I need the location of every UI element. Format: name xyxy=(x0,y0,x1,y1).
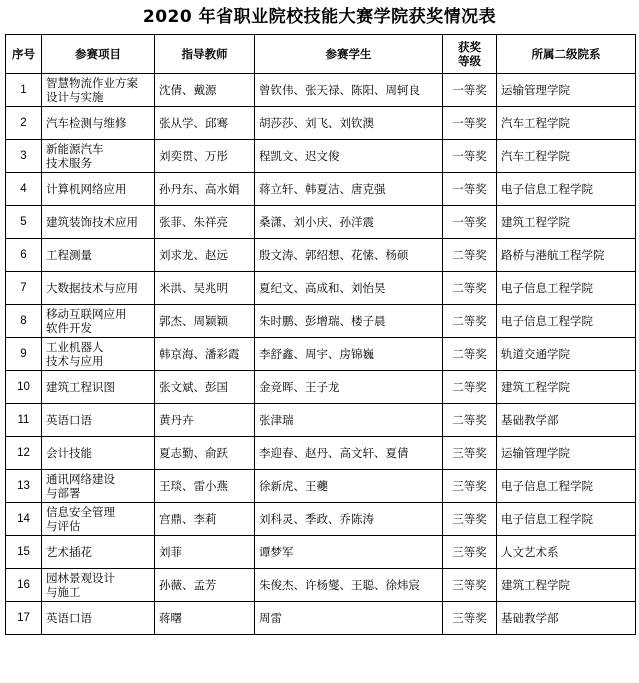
cell-teacher: 刘奕贯、万彤 xyxy=(155,140,255,173)
cell-project xyxy=(42,173,155,206)
cell-department: 电子信息工程学院 xyxy=(497,470,636,503)
cell-project-line: 通讯网络建设 xyxy=(46,472,115,486)
table-row xyxy=(6,338,636,371)
cell-project xyxy=(42,206,155,239)
cell-department: 路桥与港航工程学院 xyxy=(497,239,636,272)
cell-teacher: 韩京海、潘彩霞 xyxy=(155,338,255,371)
cell-no: 14 xyxy=(6,503,42,536)
cell-department: 人文艺术系 xyxy=(497,536,636,569)
table-row xyxy=(6,437,636,470)
header-dept: 所属二级院系 xyxy=(497,35,636,74)
cell-students: 谭梦军 xyxy=(255,536,443,569)
cell-students: 朱俊杰、许杨燮、王聪、徐炜宸 xyxy=(255,569,443,602)
cell-department: 汽车工程学院 xyxy=(497,107,636,140)
header-level-line2: 等级 xyxy=(458,54,481,68)
cell-award-level: 三等奖 xyxy=(443,602,497,635)
cell-project-line: 工程测量 xyxy=(46,248,92,262)
cell-project xyxy=(42,239,155,272)
header-level-line1: 获奖 xyxy=(458,40,481,54)
cell-no: 10 xyxy=(6,371,42,404)
cell-project-line: 会计技能 xyxy=(46,446,92,460)
cell-students: 李迎春、赵丹、高文轩、夏倩 xyxy=(255,437,443,470)
cell-project-line: 技术与应用 xyxy=(46,354,104,368)
cell-department: 建筑工程学院 xyxy=(497,206,636,239)
cell-no: 12 xyxy=(6,437,42,470)
header-level xyxy=(443,35,497,74)
cell-project-line: 计算机网络应用 xyxy=(46,182,127,196)
cell-project-line: 英语口语 xyxy=(46,413,92,427)
cell-award-level: 二等奖 xyxy=(443,404,497,437)
cell-students: 金竞晖、王子龙 xyxy=(255,371,443,404)
cell-students: 张津瑞 xyxy=(255,404,443,437)
table-row xyxy=(6,503,636,536)
cell-project-line: 信息安全管理 xyxy=(46,505,115,519)
cell-students: 周雷 xyxy=(255,602,443,635)
table-row xyxy=(6,569,636,602)
cell-teacher: 王琰、雷小燕 xyxy=(155,470,255,503)
cell-award-level: 二等奖 xyxy=(443,371,497,404)
cell-project-line: 新能源汽车 xyxy=(46,142,104,156)
cell-teacher: 张文斌、彭国 xyxy=(155,371,255,404)
cell-award-level: 一等奖 xyxy=(443,107,497,140)
cell-project-line: 软件开发 xyxy=(46,321,92,335)
cell-department: 建筑工程学院 xyxy=(497,569,636,602)
cell-teacher: 郭杰、周颖颖 xyxy=(155,305,255,338)
table-row xyxy=(6,536,636,569)
cell-award-level: 三等奖 xyxy=(443,536,497,569)
cell-teacher: 夏志勤、俞跃 xyxy=(155,437,255,470)
cell-department: 运输管理学院 xyxy=(497,437,636,470)
table-row xyxy=(6,173,636,206)
cell-students: 程凯文、迟文俊 xyxy=(255,140,443,173)
cell-project-line: 技术服务 xyxy=(46,156,92,170)
table-row xyxy=(6,602,636,635)
cell-students: 曾钦伟、张天禄、陈阳、周轲良 xyxy=(255,74,443,107)
cell-award-level: 二等奖 xyxy=(443,239,497,272)
cell-project-line: 艺术插花 xyxy=(46,545,92,559)
cell-award-level: 三等奖 xyxy=(443,569,497,602)
cell-department: 电子信息工程学院 xyxy=(497,173,636,206)
cell-teacher: 黄丹卉 xyxy=(155,404,255,437)
table-row xyxy=(6,107,636,140)
cell-award-level: 二等奖 xyxy=(443,272,497,305)
cell-project-line: 工业机器人 xyxy=(46,340,104,354)
cell-department: 运输管理学院 xyxy=(497,74,636,107)
cell-project xyxy=(42,569,155,602)
header-students: 参赛学生 xyxy=(255,35,443,74)
cell-teacher: 孙薇、孟芳 xyxy=(155,569,255,602)
cell-teacher: 宫鼎、李莉 xyxy=(155,503,255,536)
cell-students: 刘科灵、季政、乔陈涛 xyxy=(255,503,443,536)
cell-teacher: 蒋曙 xyxy=(155,602,255,635)
cell-award-level: 一等奖 xyxy=(443,140,497,173)
cell-teacher: 张从学、邱骞 xyxy=(155,107,255,140)
cell-no: 16 xyxy=(6,569,42,602)
cell-department: 电子信息工程学院 xyxy=(497,503,636,536)
cell-project-line: 与评估 xyxy=(46,519,81,533)
cell-no: 1 xyxy=(6,74,42,107)
cell-students: 殷文涛、郭绍想、花愫、杨硕 xyxy=(255,239,443,272)
cell-project xyxy=(42,470,155,503)
awards-table xyxy=(5,34,636,635)
table-row xyxy=(6,74,636,107)
document-title: 2020 年省职业院校技能大赛学院获奖情况表 xyxy=(142,7,497,27)
table-row xyxy=(6,305,636,338)
cell-no: 8 xyxy=(6,305,42,338)
cell-project-line: 大数据技术与应用 xyxy=(46,281,138,295)
cell-project xyxy=(42,272,155,305)
cell-project-line: 园林景观设计 xyxy=(46,571,115,585)
cell-students: 徐新虎、王虁 xyxy=(255,470,443,503)
cell-award-level: 二等奖 xyxy=(443,305,497,338)
cell-project-line: 建筑装饰技术应用 xyxy=(46,215,138,229)
cell-project-line: 汽车检测与维修 xyxy=(46,116,127,130)
table-row xyxy=(6,239,636,272)
cell-no: 4 xyxy=(6,173,42,206)
cell-project xyxy=(42,140,155,173)
cell-project-line: 设计与实施 xyxy=(46,90,104,104)
cell-award-level: 一等奖 xyxy=(443,206,497,239)
cell-project xyxy=(42,107,155,140)
cell-no: 2 xyxy=(6,107,42,140)
cell-project-line: 移动互联网应用 xyxy=(46,307,127,321)
table-row xyxy=(6,470,636,503)
cell-no: 13 xyxy=(6,470,42,503)
table-row xyxy=(6,404,636,437)
cell-award-level: 三等奖 xyxy=(443,503,497,536)
cell-teacher: 张菲、朱祥亮 xyxy=(155,206,255,239)
table-header-row xyxy=(6,35,636,74)
cell-project-line: 智慧物流作业方案 xyxy=(46,76,138,90)
table-row xyxy=(6,272,636,305)
cell-department: 建筑工程学院 xyxy=(497,371,636,404)
cell-project xyxy=(42,503,155,536)
table-row xyxy=(6,206,636,239)
cell-award-level: 三等奖 xyxy=(443,470,497,503)
cell-no: 6 xyxy=(6,239,42,272)
cell-project-line: 英语口语 xyxy=(46,611,92,625)
header-no: 序号 xyxy=(6,35,42,74)
cell-students: 胡莎莎、刘飞、刘钦澳 xyxy=(255,107,443,140)
table-row xyxy=(6,371,636,404)
cell-teacher: 米洪、吴兆明 xyxy=(155,272,255,305)
cell-teacher: 刘求龙、赵远 xyxy=(155,239,255,272)
cell-students: 朱时鹏、彭增瑞、楼子晨 xyxy=(255,305,443,338)
cell-project xyxy=(42,536,155,569)
cell-no: 15 xyxy=(6,536,42,569)
cell-teacher: 孙丹东、高水娟 xyxy=(155,173,255,206)
cell-no: 11 xyxy=(6,404,42,437)
cell-project-line: 建筑工程识图 xyxy=(46,380,115,394)
table-row xyxy=(6,140,636,173)
cell-no: 5 xyxy=(6,206,42,239)
cell-department: 电子信息工程学院 xyxy=(497,305,636,338)
cell-department: 电子信息工程学院 xyxy=(497,272,636,305)
cell-project-line: 与部署 xyxy=(46,486,81,500)
cell-project xyxy=(42,404,155,437)
cell-no: 3 xyxy=(6,140,42,173)
cell-department: 基础教学部 xyxy=(497,602,636,635)
cell-no: 7 xyxy=(6,272,42,305)
cell-project-line: 与施工 xyxy=(46,585,81,599)
cell-project xyxy=(42,305,155,338)
cell-department: 汽车工程学院 xyxy=(497,140,636,173)
cell-award-level: 三等奖 xyxy=(443,437,497,470)
header-teacher: 指导教师 xyxy=(155,35,255,74)
cell-teacher: 刘菲 xyxy=(155,536,255,569)
cell-award-level: 一等奖 xyxy=(443,173,497,206)
cell-award-level: 一等奖 xyxy=(443,74,497,107)
cell-teacher: 沈倩、戴源 xyxy=(155,74,255,107)
cell-department: 轨道交通学院 xyxy=(497,338,636,371)
header-project: 参赛项目 xyxy=(42,35,155,74)
cell-project xyxy=(42,437,155,470)
cell-students: 桑潇、刘小庆、孙洋震 xyxy=(255,206,443,239)
table-body xyxy=(6,74,636,635)
cell-project xyxy=(42,602,155,635)
cell-award-level: 二等奖 xyxy=(443,338,497,371)
cell-students: 李舒鑫、周宇、房锦巍 xyxy=(255,338,443,371)
cell-no: 9 xyxy=(6,338,42,371)
cell-department: 基础教学部 xyxy=(497,404,636,437)
cell-project xyxy=(42,74,155,107)
cell-students: 夏纪文、高成和、刘怡昊 xyxy=(255,272,443,305)
cell-project xyxy=(42,338,155,371)
cell-students: 蒋立轩、韩夏洁、唐克强 xyxy=(255,173,443,206)
cell-project xyxy=(42,371,155,404)
cell-no: 17 xyxy=(6,602,42,635)
